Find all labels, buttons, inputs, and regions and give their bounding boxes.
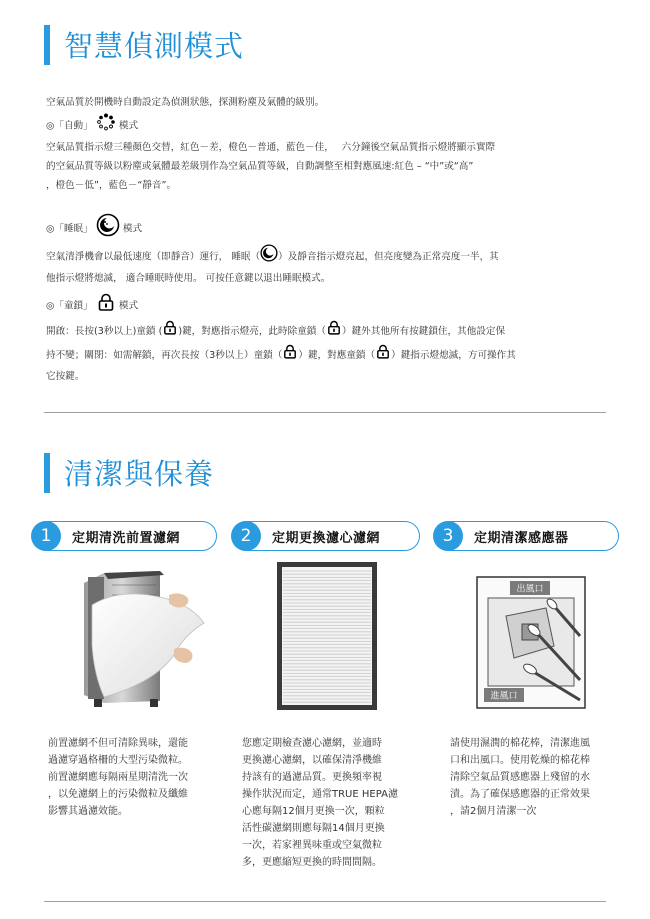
- description-line: 過濾穿過格柵的大型污染微粒。: [48, 755, 188, 766]
- lock-text-part: )鍵，對應指示燈亮，此時除童鎖（: [178, 326, 326, 337]
- child-lock-icon: [96, 292, 116, 319]
- step-1-header: [32, 521, 217, 551]
- section-title-smart-mode: [44, 24, 244, 65]
- outlet-label: 出風口: [516, 584, 544, 595]
- lock-heading-label: ◎「童鎖」: [46, 300, 93, 312]
- sleep-text-line: [46, 244, 611, 269]
- lock-icon: [282, 343, 298, 367]
- smart-mode-intro: [46, 93, 611, 112]
- description-line: 操作狀況而定，通常TRUE HEPA濾: [242, 789, 398, 800]
- step-3-description: [450, 735, 620, 820]
- lock-icon: [375, 343, 391, 367]
- description-line: 清除空氣品質感應器上殘留的水: [450, 772, 590, 783]
- auto-text-line: 空氣品質指示燈三種顏色交替，紅色－差，橙色－普通，藍色－佳， 六分鐘後空氣品質指示燈將顯示實際: [46, 142, 496, 153]
- prefilter-removal-image: [64, 565, 210, 710]
- sleep-text-part: ）及靜音指示燈亮起，但亮度變為正常亮度一半，其: [278, 251, 499, 263]
- description-line: 您應定期檢查濾心濾網，並適時: [242, 738, 382, 749]
- description-line: 前置濾網不但可清除異味，還能: [48, 738, 188, 749]
- step-number-badge: 1: [31, 521, 61, 551]
- lock-text-part: ）鍵指示燈熄滅，方可操作其: [391, 350, 516, 361]
- moon-icon: [260, 244, 278, 269]
- section-title-cleaning: [44, 452, 214, 493]
- sleep-text-line: 他指示燈將熄滅， 適合睡眠時使用。 可按任意鍵以退出睡眠模式。: [46, 273, 331, 284]
- description-line: 活性碳濾網則應每隔14個月更換: [242, 823, 385, 834]
- intro-text: 空氣品質於開機時自動設定為偵測狀態，探測粉塵及氣體的級別。: [46, 97, 325, 108]
- step-label: 定期清洗前置濾網: [72, 530, 181, 546]
- auto-mode-block: [46, 113, 611, 195]
- lock-text-line: [46, 319, 611, 343]
- sleep-heading-label: ◎「睡眠」: [46, 223, 93, 235]
- description-line: 前置濾網應每隔兩星期清洗一次: [48, 772, 188, 783]
- lock-text-part: 持不變；關閉：如需解鎖，再次長按（3秒以上）童鎖（: [46, 350, 283, 361]
- description-line: 更換濾心濾網，以確保清淨機維: [242, 755, 382, 766]
- hepa-filter-image: [275, 560, 379, 712]
- sensor-cleaning-image: [476, 576, 586, 709]
- auto-mode-icon: [96, 113, 116, 138]
- sleep-heading-suffix: 模式: [122, 223, 143, 235]
- title-accent-bar: [44, 453, 50, 493]
- section-title-text: 智慧偵測模式: [64, 29, 245, 63]
- inlet-label: 進風口: [490, 691, 518, 702]
- step-1-description: [48, 735, 218, 820]
- section-divider: [44, 412, 606, 413]
- lock-icon: [326, 319, 342, 343]
- step-number-badge: 3: [433, 521, 463, 551]
- sleep-mode-block: [46, 213, 611, 288]
- description-line: 一次，若家裡異味重或空氣微粒: [242, 840, 382, 851]
- sleep-mode-icon: [96, 213, 120, 244]
- child-lock-block: [46, 292, 611, 386]
- sleep-mode-heading: [46, 213, 611, 244]
- step-label: 定期更換濾心濾網: [272, 530, 381, 546]
- auto-text-line: 的空氣品質等級以粉塵或氣體最差級別作為空氣品質等級，自動調整至相對應風速:紅色 – “中”或“高”: [46, 161, 474, 172]
- lock-text-part: ）鍵，對應童鎖（: [298, 350, 376, 361]
- title-accent-bar: [44, 25, 50, 65]
- description-line: 影響其過濾效能。: [48, 806, 128, 817]
- lock-icon: [162, 319, 178, 343]
- lock-heading-suffix: 模式: [118, 300, 139, 312]
- description-line: 心應每隔12個月更換一次，顆粒: [242, 806, 385, 817]
- step-2-header: [232, 521, 420, 551]
- description-line: 持該有的過濾品質。更換頻率視: [242, 772, 382, 783]
- description-line: 多，更應縮短更換的時間間隔。: [242, 857, 382, 868]
- step-number-badge: 2: [231, 521, 261, 551]
- child-lock-heading: [46, 292, 611, 319]
- step-2-description: [242, 735, 412, 871]
- description-line: ，以免濾網上的污染微粒及纖維: [48, 789, 188, 800]
- bottom-divider: [44, 901, 606, 902]
- description-line: 請使用濕潤的棉花棒，清潔進風: [450, 738, 590, 749]
- auto-heading-label: ◎「自動」: [46, 120, 93, 132]
- description-line: 漬。為了確保感應器的正常效果: [450, 789, 590, 800]
- description-line: 口和出風口。使用乾燥的棉花棒: [450, 755, 590, 766]
- lock-text-part: ）鍵外其他所有按鍵鎖住，其他設定保: [341, 326, 506, 337]
- step-3-header: [434, 521, 619, 551]
- lock-text-part: 開啟：長按(3秒以上)童鎖 (: [46, 326, 163, 337]
- lock-text-line: 它按鍵。: [46, 371, 85, 382]
- lock-text-line: [46, 343, 611, 367]
- auto-mode-heading: [46, 113, 611, 138]
- step-label: 定期清潔感應器: [474, 530, 569, 546]
- auto-text-line: ，橙色－低”，藍色－“靜音”。: [46, 180, 177, 191]
- auto-heading-suffix: 模式: [118, 120, 139, 132]
- description-line: ，請2個月清潔一次: [450, 806, 537, 817]
- sleep-text-part: 空氣清淨機會以最低速度（即靜音）運行， 睡眠（: [46, 251, 261, 263]
- section-title-text: 清潔與保養: [64, 457, 215, 491]
